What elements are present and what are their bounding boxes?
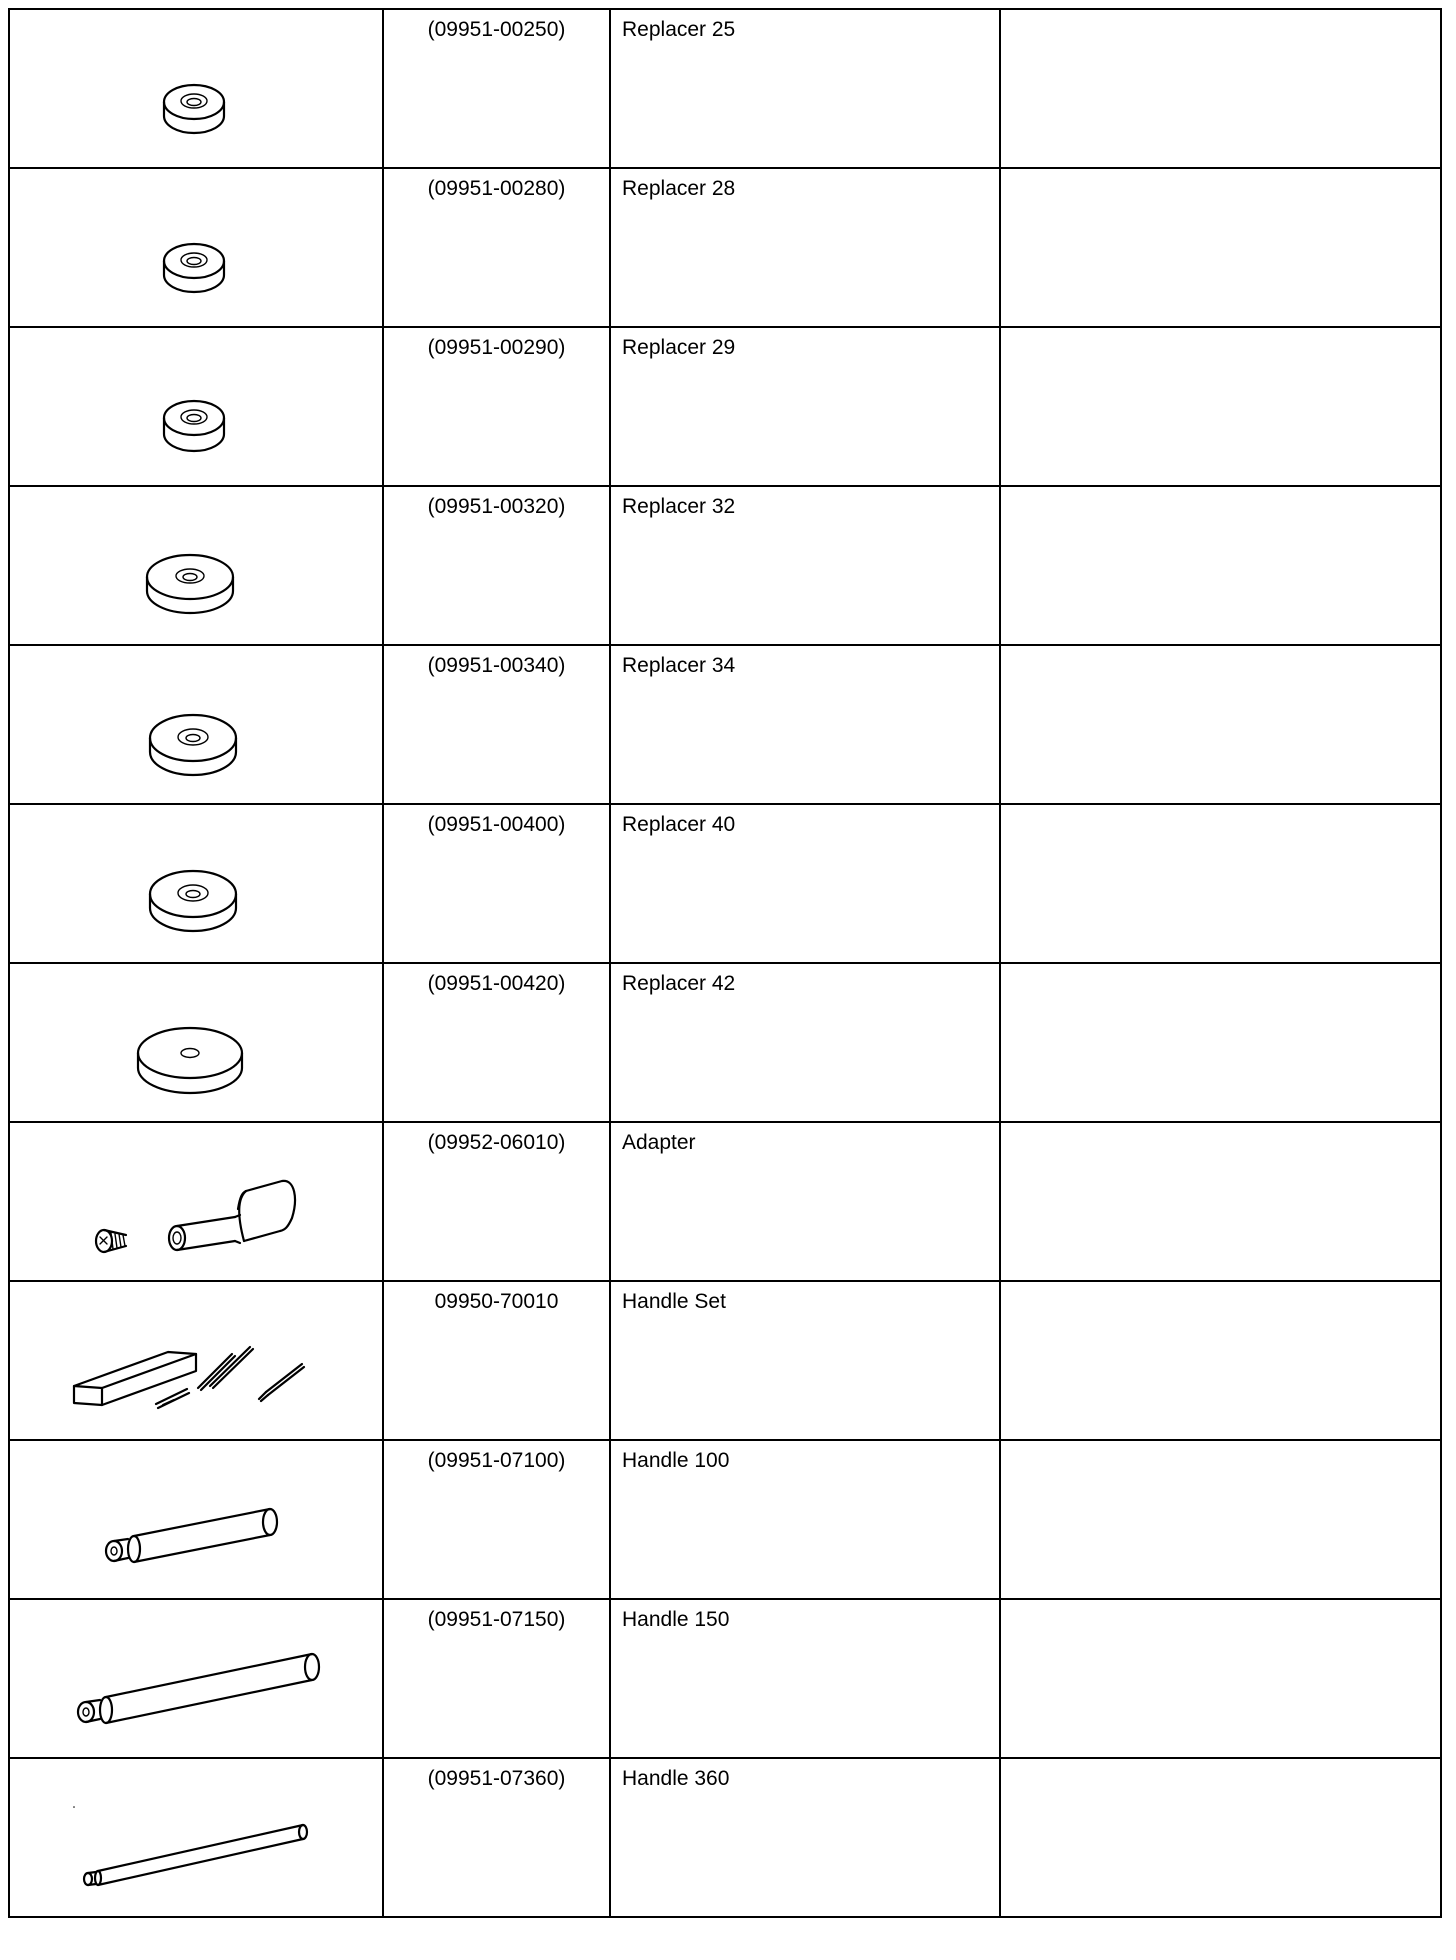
handle-icon — [10, 1441, 384, 1600]
table-row — [9, 645, 1441, 804]
part-number: (09951-00290) — [427, 336, 566, 359]
empty-cell — [1000, 168, 1441, 327]
tool-name-cell — [610, 963, 1000, 1122]
part-number: (09951-00420) — [427, 972, 566, 995]
tool-name-cell — [610, 327, 1000, 486]
tool-image-cell — [9, 9, 383, 168]
tool-image-cell — [9, 1281, 383, 1440]
tool-name: Handle 100 — [622, 1449, 730, 1472]
part-number: (09951-07360) — [427, 1767, 566, 1790]
tool-name: Handle Set — [622, 1290, 726, 1313]
tool-name: Handle 150 — [622, 1608, 730, 1631]
replacer-ring-icon — [10, 964, 384, 1123]
table-row — [9, 486, 1441, 645]
replacer-ring-icon — [10, 10, 384, 169]
part-number: (09951-00320) — [427, 495, 566, 518]
tool-name: Handle 360 — [622, 1767, 730, 1790]
part-number-cell — [383, 168, 610, 327]
part-number-cell — [383, 1599, 610, 1758]
empty-cell — [1000, 804, 1441, 963]
part-number-cell — [383, 1281, 610, 1440]
tool-name-cell — [610, 1599, 1000, 1758]
tool-name-cell — [610, 1440, 1000, 1599]
tool-name: Replacer 29 — [622, 336, 736, 359]
part-number: (09951-00250) — [427, 18, 566, 41]
table-row — [9, 1440, 1441, 1599]
tool-name-cell — [610, 1758, 1000, 1917]
table-row — [9, 1758, 1441, 1917]
part-number: (09951-00340) — [427, 654, 566, 677]
part-number-cell — [383, 1440, 610, 1599]
table-row — [9, 963, 1441, 1122]
tool-name-cell — [610, 486, 1000, 645]
handle-icon — [10, 1600, 384, 1759]
part-number-cell — [383, 963, 610, 1122]
part-number-cell — [383, 804, 610, 963]
tool-name: Replacer 40 — [622, 813, 736, 836]
empty-cell — [1000, 645, 1441, 804]
tool-name-cell — [610, 645, 1000, 804]
tool-name: Replacer 42 — [622, 972, 736, 995]
table-row — [9, 1122, 1441, 1281]
handle-icon — [10, 1759, 384, 1918]
tool-name: Replacer 25 — [622, 18, 736, 41]
tool-image-cell — [9, 804, 383, 963]
empty-cell — [1000, 327, 1441, 486]
part-number: (09951-07150) — [427, 1608, 566, 1631]
tool-name: Adapter — [622, 1131, 696, 1154]
table-row — [9, 168, 1441, 327]
tool-image-cell — [9, 1122, 383, 1281]
adapter-icon — [10, 1123, 384, 1282]
empty-cell — [1000, 1440, 1441, 1599]
empty-cell — [1000, 9, 1441, 168]
tool-image-cell — [9, 168, 383, 327]
replacer-ring-icon — [10, 805, 384, 964]
empty-cell — [1000, 963, 1441, 1122]
part-number-cell — [383, 645, 610, 804]
tool-name-cell — [610, 1122, 1000, 1281]
table-row — [9, 9, 1441, 168]
tool-name-cell — [610, 168, 1000, 327]
tool-name-cell — [610, 1281, 1000, 1440]
table-row — [9, 1599, 1441, 1758]
table-row — [9, 1281, 1441, 1440]
tool-image-cell — [9, 645, 383, 804]
tool-name: Replacer 32 — [622, 495, 736, 518]
tool-image-cell — [9, 963, 383, 1122]
handle-set-icon — [10, 1282, 384, 1441]
part-number: (09952-06010) — [427, 1131, 566, 1154]
table-row — [9, 804, 1441, 963]
tool-name: Replacer 34 — [622, 654, 736, 677]
special-tools-table — [8, 8, 1442, 1918]
empty-cell — [1000, 1281, 1441, 1440]
part-number: 09950-70010 — [434, 1290, 559, 1313]
tool-image-cell — [9, 1440, 383, 1599]
part-number-cell — [383, 1758, 610, 1917]
empty-cell — [1000, 1122, 1441, 1281]
part-number-cell — [383, 9, 610, 168]
part-number: (09951-00400) — [427, 813, 566, 836]
empty-cell — [1000, 486, 1441, 645]
tool-name-cell — [610, 804, 1000, 963]
replacer-ring-icon — [10, 487, 384, 646]
tool-image-cell — [9, 327, 383, 486]
tool-image-cell — [9, 486, 383, 645]
tool-image-cell — [9, 1758, 383, 1917]
empty-cell — [1000, 1758, 1441, 1917]
tool-name: Replacer 28 — [622, 177, 736, 200]
tool-name-cell — [610, 9, 1000, 168]
replacer-ring-icon — [10, 169, 384, 328]
table-row — [9, 327, 1441, 486]
empty-cell — [1000, 1599, 1441, 1758]
part-number-cell — [383, 486, 610, 645]
part-number-cell — [383, 1122, 610, 1281]
part-number-cell — [383, 327, 610, 486]
replacer-ring-icon — [10, 328, 384, 487]
tool-image-cell — [9, 1599, 383, 1758]
part-number: (09951-00280) — [427, 177, 566, 200]
part-number: (09951-07100) — [427, 1449, 566, 1472]
replacer-ring-icon — [10, 646, 384, 805]
